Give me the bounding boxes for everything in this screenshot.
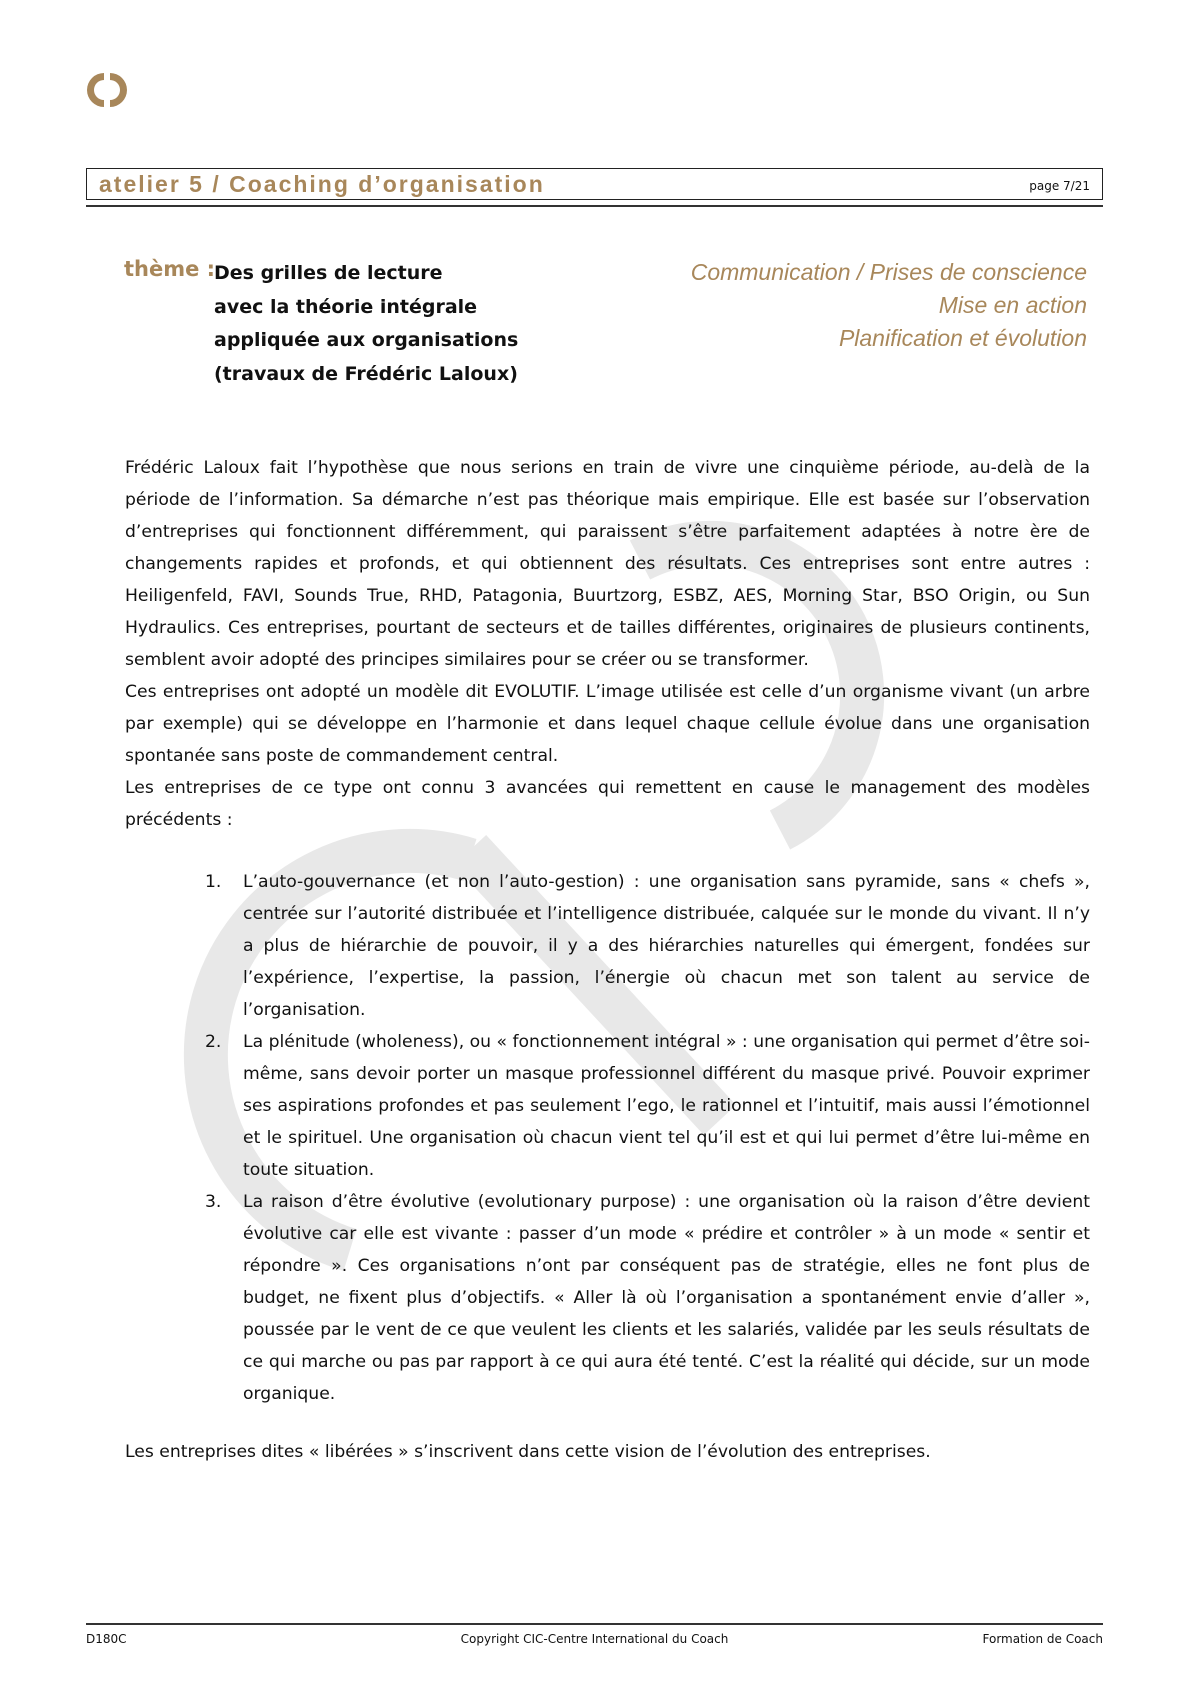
theme-title bbox=[214, 257, 518, 391]
theme-line: (travaux de Frédéric Laloux) bbox=[214, 362, 518, 385]
list-number: 2. bbox=[205, 1032, 222, 1052]
header-divider bbox=[86, 205, 1103, 207]
document-code: D180C bbox=[86, 1632, 127, 1646]
list-item bbox=[125, 866, 1090, 1026]
list-item-text: La plénitude (wholeness), ou « fonctionnement intégral » : une organisation qui permet d’être soi-même, sans devoir porter un masque professionnel différent du masque privé. Pouvoir exprimer ses aspirations profondes et pas seulement l’ego, le rationnel et l’intuitif, mais aussi l’émotionnel et le spirituel. Une organisation où chacun vient tel qu’il est et qui lui permet d’être lui-même en toute situation. bbox=[243, 1032, 1090, 1180]
program-name: Formation de Coach bbox=[982, 1632, 1103, 1646]
topic-tags bbox=[691, 256, 1087, 355]
workshop-title: atelier 5 / Coaching d’organisation bbox=[99, 171, 545, 197]
page-number: page 7/21 bbox=[1029, 179, 1090, 193]
list-number: 3. bbox=[205, 1192, 222, 1212]
list-item-text: L’auto-gouvernance (et non l’auto-gestion) : une organisation sans pyramide, sans « chefs », centrée sur l’autorité distribuée et l’intelligence distribuée, calquée sur le monde du vivant. Il n’y a plus de hiérarchie de pouvoir, il y a des hiérarchies naturelles qui émergent, fondées sur l’expérience, l’expertise, la passion, l’énergie où chacun met son talent au service de l’organisation. bbox=[243, 872, 1090, 1020]
copyright: Copyright CIC-Centre International du Coach bbox=[460, 1632, 729, 1646]
list-item bbox=[125, 1186, 1090, 1410]
cic-logo bbox=[87, 70, 127, 110]
topic-tag: Planification et évolution bbox=[838, 325, 1087, 351]
topic-tag: Mise en action bbox=[938, 292, 1087, 318]
topic-tag: Communication / Prises de conscience bbox=[690, 259, 1087, 285]
list-item-text: La raison d’être évolutive (evolutionary purpose) : une organisation où la raison d’être devient évolutive car elle est vivante : passer d’un mode « prédire et contrôler » à un mode « sentir et répondre ». Ces organisations n’ont par conséquent pas de stratégie, elles ne font plus de budget, ne fixent plus d’objectifs. « Aller là où l’organisation a spontanément envie d’aller », poussée par le vent de ce que veulent les clients et les salariés, validée par les seuls résultats de ce qui marche ou pas par rapport à ce qui aura été tenté. C’est la réalité qui décide, sur un mode organique. bbox=[243, 1192, 1090, 1404]
theme-line: appliquée aux organisations bbox=[214, 329, 519, 351]
theme-line: avec la théorie intégrale bbox=[214, 295, 478, 318]
advances-list bbox=[125, 866, 1090, 1410]
document-header bbox=[86, 168, 1103, 200]
theme-line: Des grilles de lecture bbox=[214, 262, 443, 284]
theme-label: thème : bbox=[124, 257, 216, 281]
conclusion-paragraph: Les entreprises dites « libérées » s’inscrivent dans cette vision de l’évolution des entreprises. bbox=[125, 1442, 931, 1462]
cic-ring-logo-icon bbox=[87, 70, 127, 110]
footer-divider bbox=[86, 1623, 1103, 1625]
paragraph: Les entreprises de ce type ont connu 3 avancées qui remettent en cause le management des modèles précédents : bbox=[125, 778, 1090, 830]
list-number: 1. bbox=[205, 872, 222, 892]
paragraph: Ces entreprises ont adopté un modèle dit EVOLUTIF. L’image utilisée est celle d’un organisme vivant (un arbre par exemple) qui se développe en l’harmonie et dans lequel chaque cellule évolue dans une organisation spontanée sans poste de commandement central. bbox=[125, 682, 1090, 766]
paragraph: Frédéric Laloux fait l’hypothèse que nous serions en train de vivre une cinquième période, au-delà de la période de l’information. Sa démarche n’est pas théorique mais empirique. Elle est basée sur l’observation d’entreprises qui fonctionnent différemment, qui paraissent s’être parfaitement adaptées à notre ère de changements rapides et profonds, et qui obtiennent des résultats. Ces entreprises sont entre autres : Heiligenfeld, FAVI, Sounds True, RHD, Patagonia, Buurtzorg, ESBZ, AES, Morning Star, BSO Origin, ou Sun Hydraulics. Ces entreprises, pourtant de secteurs et de tailles différentes, originaires de plusieurs continents, semblent avoir adopté des principes similaires pour se créer ou se transformer. bbox=[125, 458, 1090, 670]
body-content bbox=[125, 452, 1090, 1468]
list-item bbox=[125, 1026, 1090, 1186]
